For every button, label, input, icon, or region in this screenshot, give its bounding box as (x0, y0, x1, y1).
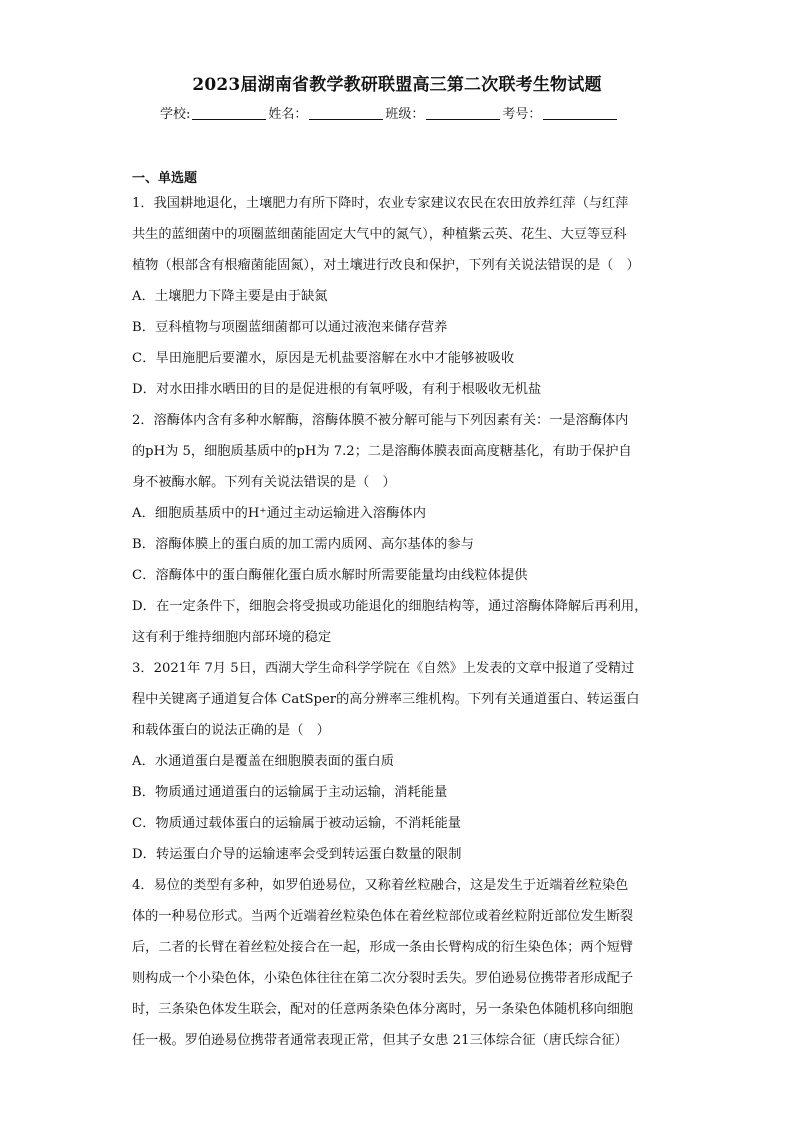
answer-option[interactable] (132, 777, 664, 808)
question-stem-line: 体的一种易位形式。当两个近端着丝粒染色体在着丝粒部位或着丝粒附近部位发生断裂 (132, 909, 634, 924)
name-blank[interactable] (309, 107, 383, 120)
question-stem-line: 2．溶酶体内含有多种水解酶，溶酶体膜不被分解可能与下列因素有关：一是溶酶体内 (132, 413, 629, 428)
question-stem-line: 时，三条染色体发生联会，配对的任意两条染色体分离时，另一条染色体随机移向细胞 (132, 1002, 634, 1017)
name-label: 姓名： (268, 107, 308, 122)
question-stem-line: 后，二者的长臂在着丝粒处接合在一起，形成一条由长臂构成的衍生染色体；两个短臂 (132, 940, 634, 955)
question-1 (132, 188, 664, 405)
answer-option-text: B．豆科植物与项圈蓝细菌都可以通过液泡来储存营养 (132, 320, 448, 335)
question-stem-line: 则构成一个小染色体，小染色体往往在第二次分裂时丢失。罗伯逊易位携带者形成配子 (132, 971, 634, 986)
answer-option-text: A．土壤肥力下降主要是由于缺氮 (132, 289, 328, 304)
question-stem-line: 3．2021年 7月 5日，西湖大学生命科学学院在《自然》上发表的文章中报道了受精过 (132, 661, 635, 676)
student-info-row (160, 103, 619, 122)
question-stem-line: 和载体蛋白的说法正确的是（ ） (132, 723, 330, 738)
answer-option-text: D．在一定条件下，细胞会将受损或功能退化的细胞结构等，通过溶酶体降解后再利用， (132, 599, 648, 614)
question-list (132, 188, 664, 1056)
question-stem-line: 身不被酶水解。下列有关说法错误的是（ ） (132, 475, 396, 490)
answer-option[interactable] (132, 281, 664, 312)
answer-option-text: C．溶酶体中的蛋白酶催化蛋白质水解时所需要能量均由线粒体提供 (132, 568, 528, 583)
school-blank[interactable] (192, 107, 266, 120)
question-stem-line: 植物（根部含有根瘤菌能固氮），对土壤进行改良和保护，下列有关说法错误的是（ ） (132, 258, 640, 273)
question-4 (132, 870, 664, 1056)
answer-option-text: A．水通道蛋白是覆盖在细胞膜表面的蛋白质 (132, 754, 395, 769)
answer-option[interactable] (132, 498, 664, 529)
exam-number-blank[interactable] (543, 107, 617, 120)
question-3 (132, 653, 664, 870)
answer-option[interactable] (132, 312, 664, 343)
question-stem-line: 4．易位的类型有多种，如罗伯逊易位，又称着丝粒融合，这是发生于近端着丝粒染色 (132, 878, 629, 893)
class-blank[interactable] (426, 107, 500, 120)
answer-option-text: C．旱田施肥后要灌水，原因是无机盐要溶解在水中才能够被吸收 (132, 351, 515, 366)
answer-option-text: B．物质通过通道蛋白的运输属于主动运输，消耗能量 (132, 785, 448, 800)
answer-option[interactable] (132, 591, 664, 653)
answer-option[interactable] (132, 343, 664, 374)
class-field (385, 103, 502, 122)
question-stem-line: 的pH为 5，细胞质基质中的pH为 7.2；二是溶酶体膜表面高度糖基化，有助于保护自 (132, 444, 632, 459)
answer-option-text: A．细胞质基质中的H⁺通过主动运输进入溶酶体内 (132, 506, 427, 521)
question-stem-line: 共生的蓝细菌中的项圈蓝细菌能固定大气中的氮气），种植紫云英、花生、大豆等豆科 (132, 227, 627, 242)
name-field (268, 103, 385, 122)
exam-number-label: 考号： (502, 107, 542, 122)
section-title: 一、单选题 (132, 171, 198, 186)
page-title: 2023届湖南省教学教研联盟高三第二次联考生物试题 (192, 75, 602, 95)
answer-option-text: 这有利于维持细胞内部环境的稳定 (132, 630, 332, 645)
class-label: 班级： (385, 107, 425, 122)
school-field (160, 103, 268, 122)
answer-option[interactable] (132, 808, 664, 839)
answer-option[interactable] (132, 746, 664, 777)
question-2 (132, 405, 664, 653)
answer-option-text: D．转运蛋白介导的运输速率会受到转运蛋白数量的限制 (132, 847, 462, 862)
exam-number-field (502, 103, 619, 122)
answer-option[interactable] (132, 560, 664, 591)
answer-option-text: C．物质通过载体蛋白的运输属于被动运输，不消耗能量 (132, 816, 462, 831)
question-stem-line: 程中关键离子通道复合体 CatSper的高分辨率三维机构。下列有关通道蛋白、转运蛋白 (132, 692, 640, 707)
question-stem-line: 1．我国耕地退化，土壤肥力有所下降时，农业专家建议农民在农田放养红萍（与红萍 (132, 196, 629, 211)
answer-option[interactable] (132, 529, 664, 560)
answer-option-text: B．溶酶体膜上的蛋白质的加工需内质网、高尔基体的参与 (132, 537, 474, 552)
answer-option-text: D．对水田排水晒田的目的是促进根的有氧呼吸，有利于根吸收无机盐 (132, 382, 542, 397)
question-stem-line: 任一极。罗伯逊易位携带者通常表现正常，但其子女患 21三体综合征（唐氏综合征） (132, 1033, 628, 1048)
answer-option[interactable] (132, 839, 664, 870)
school-label: 学校: (160, 107, 191, 122)
answer-option[interactable] (132, 374, 664, 405)
